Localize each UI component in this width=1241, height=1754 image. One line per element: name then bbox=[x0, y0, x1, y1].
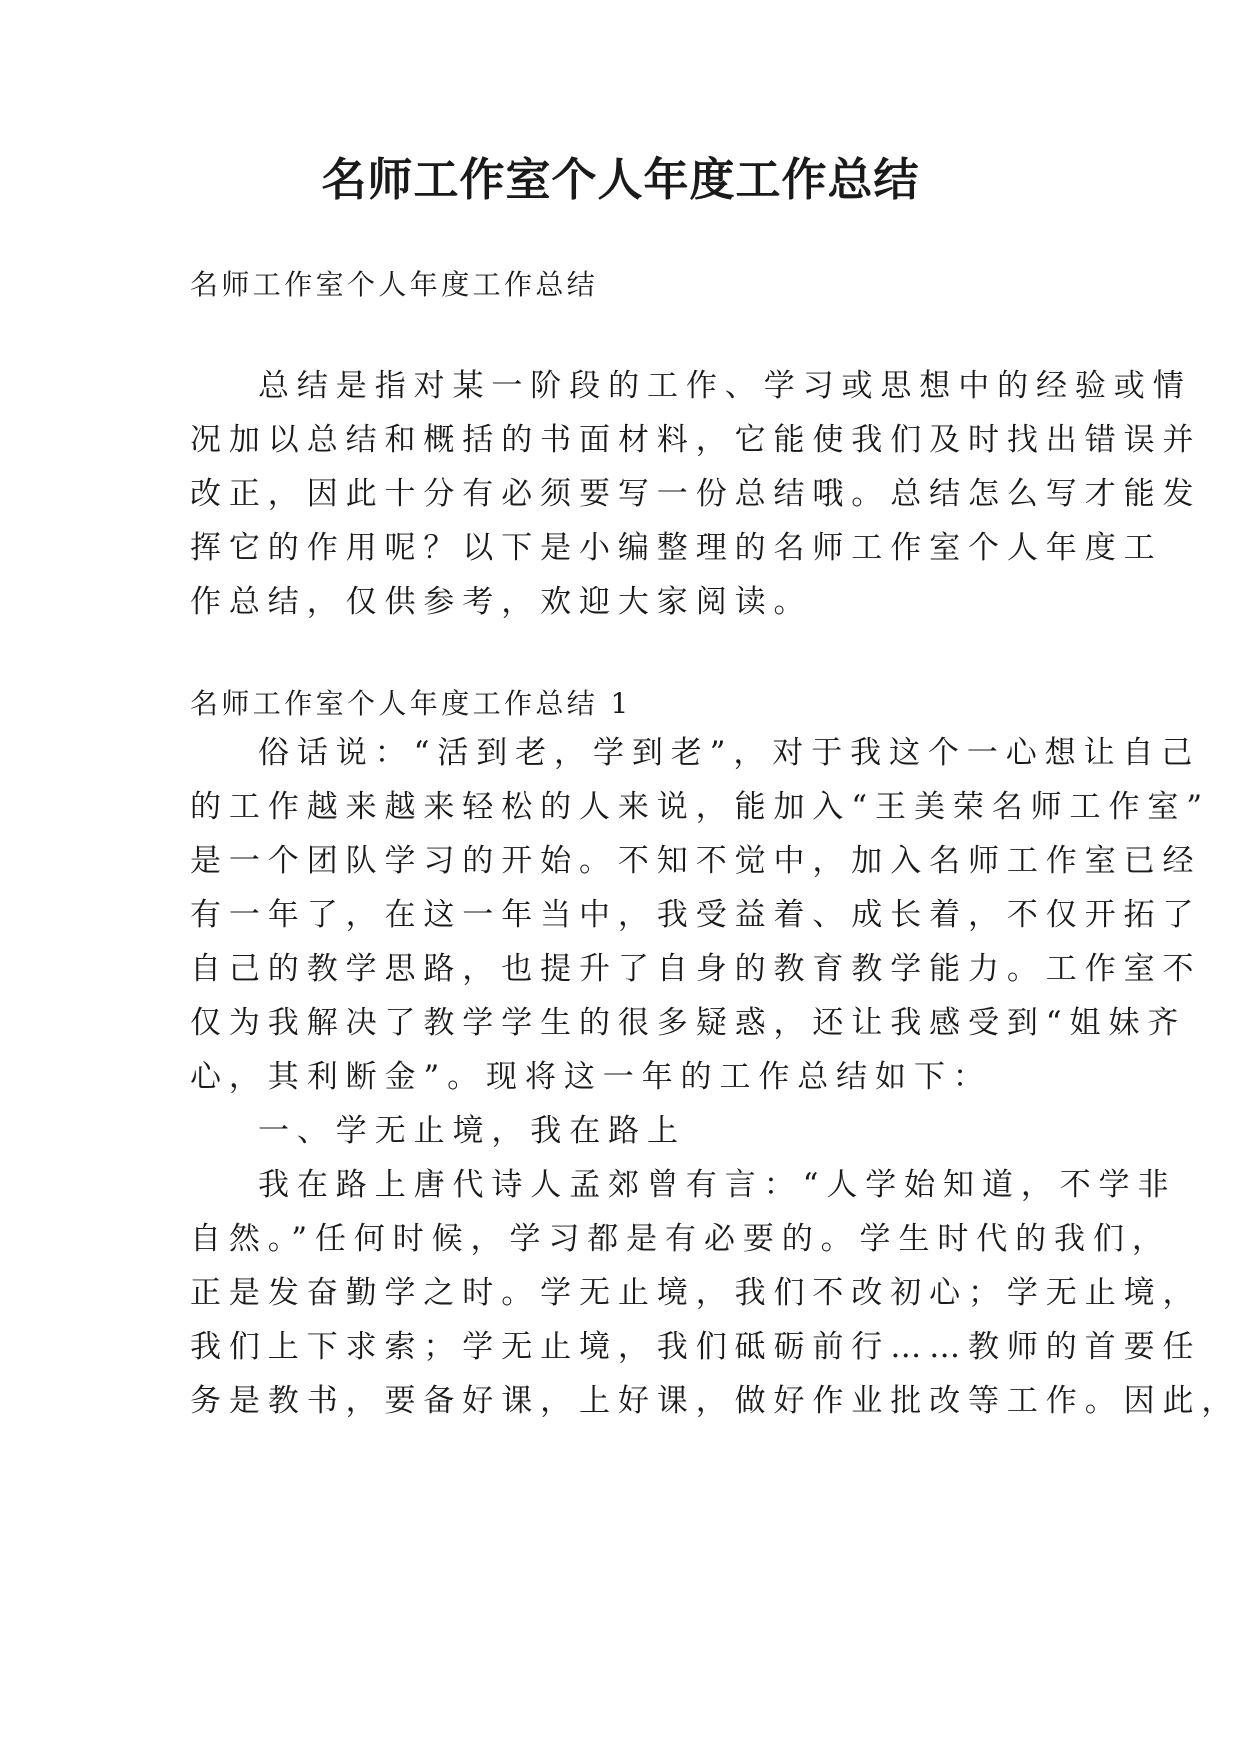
paragraph-line: 自己的教学思路，也提升了自身的教育教学能力。工作室不 bbox=[190, 951, 1202, 987]
paragraph-line: 我们上下求索；学无止境，我们砥砺前行……教师的首要任 bbox=[190, 1329, 1202, 1365]
paragraph-line: 我在路上唐代诗人孟郊曾有言：“人学始知道，不学非 bbox=[258, 1167, 1177, 1203]
section-heading: 名师工作室个人年度工作总结 1 bbox=[190, 687, 632, 720]
paragraph-line: 俗话说：“活到老，学到老”，对于我这个一心想让自己 bbox=[258, 735, 1201, 771]
intro-line: 况加以总结和概括的书面材料，它能使我们及时找出错误并 bbox=[190, 422, 1202, 458]
intro-line: 作总结，仅供参考，欢迎大家阅读。 bbox=[190, 584, 813, 620]
paragraph-line: 心，其利断金”。现将这一年的工作总结如下： bbox=[190, 1059, 992, 1095]
subsection-heading: 一、学无止境，我在路上 bbox=[258, 1113, 686, 1149]
paragraph-line: 务是教书，要备好课，上好课，做好作业批改等工作。因此， bbox=[190, 1383, 1241, 1419]
intro-line: 挥它的作用呢？以下是小编整理的名师工作室个人年度工 bbox=[190, 530, 1163, 566]
intro-line: 总结是指对某一阶段的工作、学习或思想中的经验或情 bbox=[258, 368, 1192, 404]
paragraph-line: 有一年了，在这一年当中，我受益着、成长着，不仅开拓了 bbox=[190, 897, 1202, 933]
paragraph-line: 自然。”任何时候，学习都是有必要的。学生时代的我们， bbox=[190, 1221, 1171, 1257]
document-title: 名师工作室个人年度工作总结 bbox=[321, 153, 920, 206]
paragraph-line: 仅为我解决了教学学生的很多疑惑，还让我感受到“姐妹齐 bbox=[190, 1005, 1187, 1041]
paragraph-line: 是一个团队学习的开始。不知不觉中，加入名师工作室已经 bbox=[190, 843, 1202, 879]
paragraph-line: 正是发奋勤学之时。学无止境，我们不改初心；学无止境， bbox=[190, 1275, 1202, 1311]
document-subtitle: 名师工作室个人年度工作总结 bbox=[190, 268, 599, 301]
intro-line: 改正，因此十分有必须要写一份总结哦。总结怎么写才能发 bbox=[190, 476, 1202, 512]
paragraph-line: 的工作越来越来轻松的人来说，能加入“王美荣名师工作室” bbox=[190, 789, 1210, 825]
